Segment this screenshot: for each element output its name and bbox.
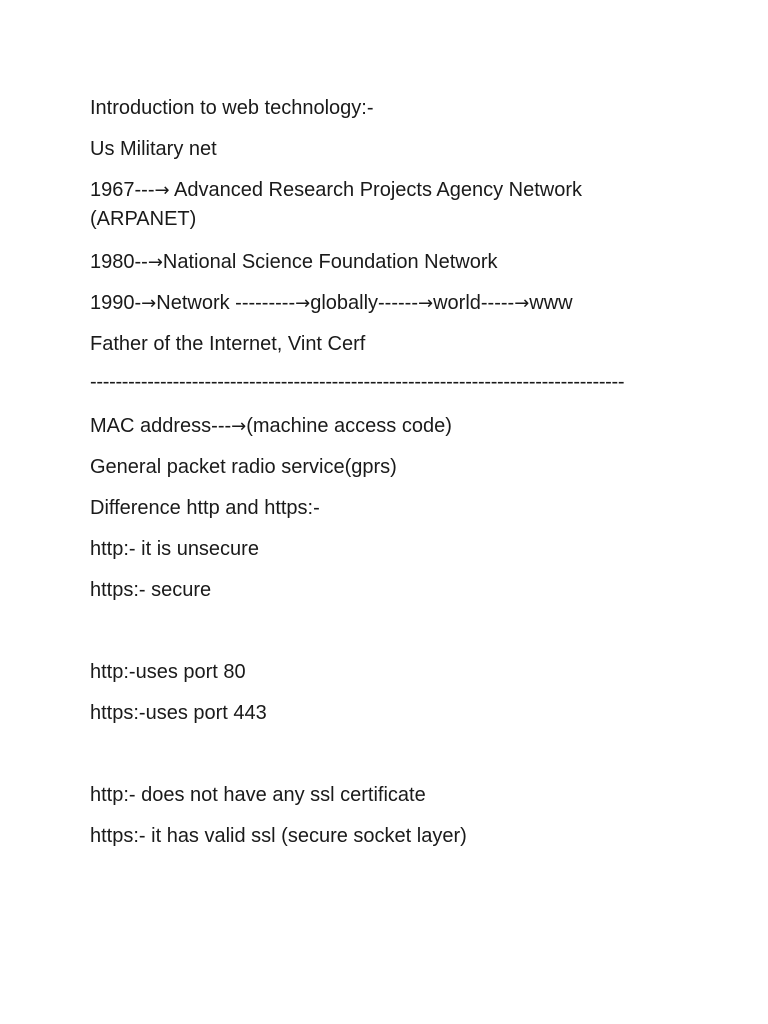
mac-text: (machine access code) [246, 415, 452, 437]
mac-address-line [90, 414, 452, 439]
arpanet-line [90, 178, 582, 203]
military-net-line: Us Military net [90, 138, 217, 160]
nsf-year: 1980-- [90, 251, 148, 273]
network-part-4: www [529, 292, 573, 314]
difference-heading: Difference http and https:- [90, 497, 320, 519]
arrow-icon: → [231, 416, 247, 437]
arrow-icon: → [147, 252, 163, 273]
http-ssl-line: http:- does not have any ssl certificate [90, 784, 426, 806]
gprs-line: General packet radio service(gprs) [90, 456, 397, 478]
mac-label: MAC address--- [90, 415, 232, 437]
arpanet-continuation: (ARPANET) [90, 208, 197, 230]
https-secure-line: https:- secure [90, 579, 212, 601]
nsf-text: National Science Foundation Network [162, 251, 498, 273]
dashed-separator: ------------------------------------------------------------------------------------ [90, 371, 625, 393]
https-port-line: https:-uses port 443 [90, 702, 267, 724]
network-year: 1990- [90, 292, 142, 314]
network-part-3: world----- [433, 292, 515, 314]
intro-heading: Introduction to web technology:- [90, 97, 374, 119]
arpanet-year: 1967--- [90, 179, 155, 201]
https-ssl-line: https:- it has valid ssl (secure socket layer) [90, 825, 467, 847]
arpanet-text: Advanced Research Projects Agency Network [169, 179, 583, 201]
network-part-1: Network --------- [156, 292, 296, 314]
arrow-icon: → [418, 293, 434, 314]
network-part-2: globally------ [310, 292, 418, 314]
arrow-icon: → [154, 180, 170, 201]
nsf-line [90, 250, 498, 275]
arrow-icon: → [514, 293, 530, 314]
arrow-icon: → [141, 293, 157, 314]
http-unsecure-line: http:- it is unsecure [90, 538, 259, 560]
http-port-line: http:-uses port 80 [90, 661, 246, 683]
arrow-icon: → [295, 293, 311, 314]
network-1990-line [90, 291, 573, 316]
father-of-internet-line: Father of the Internet, Vint Cerf [90, 333, 366, 355]
